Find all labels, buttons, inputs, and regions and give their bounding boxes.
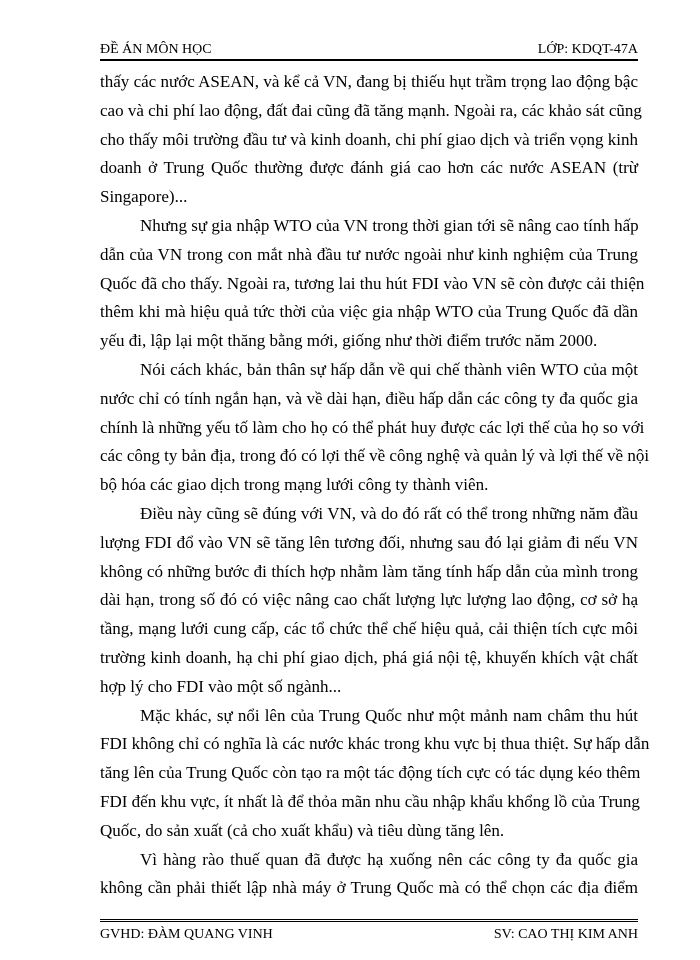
paragraph-line: nước chỉ có tính ngắn hạn, và về dài hạn, điều hấp dẫn các công ty đa quốc gia xyxy=(100,388,638,408)
paragraph-line: FDI không chỉ có nghĩa là các nước khác trong khu vực bị thua thiệt. Sự hấp dẫn xyxy=(100,734,650,754)
paragraph-line: Quốc đã cho thấy. Ngoài ra, tương lai thu hút FDI vào VN sẽ còn được cải thiện xyxy=(100,273,645,293)
paragraph-line: bộ hóa các giao dịch trong mạng lưới công ty thành viên. xyxy=(100,475,489,495)
footer-supervisor: GVHD: ĐÀM QUANG VINH xyxy=(100,927,273,942)
footer-student: SV: CAO THỊ KIM ANH xyxy=(493,927,638,942)
page-footer xyxy=(100,927,638,943)
paragraph-line: Nhưng sự gia nhập WTO của VN trong thời gian tới sẽ nâng cao tính hấp xyxy=(140,215,639,235)
paragraph-line: FDI đến khu vực, ít nhất là để thỏa mãn nhu cầu nhập khẩu khổng lồ của Trung xyxy=(100,791,640,811)
header-divider xyxy=(100,59,638,61)
paragraph-line: Quốc, do sản xuất (cả cho xuất khẩu) và tiêu dùng tăng lên. xyxy=(100,820,505,840)
paragraph-line: trường kinh doanh, hạ chi phí giao dịch, phá giá nội tệ, khuyến khích vật chất xyxy=(100,647,638,667)
paragraph-line: Nói cách khác, bản thân sự hấp dẫn về qui chế thành viên WTO của một xyxy=(140,359,638,379)
paragraph xyxy=(100,702,650,846)
paragraph-line: thấy các nước ASEAN, và kể cả VN, đang bị thiếu hụt trầm trọng lao động bậc xyxy=(100,72,638,91)
page-header xyxy=(100,38,638,58)
paragraph-line: dẫn của VN trong con mắt nhà đầu tư nước ngoài như kinh nghiệm của Trung xyxy=(100,244,638,264)
paragraph-line: hợp lý cho FDI vào một số ngành... xyxy=(100,676,342,696)
paragraph-line: các công ty bản địa, trong đó có lợi thế về công nghệ và quản lý và lợi thế về nội xyxy=(100,446,650,466)
paragraph-line: Singapore)... xyxy=(100,187,188,207)
paragraph-line: dài hạn, trong số đó có việc nâng cao chất lượng lực lượng lao động, cơ sở hạ xyxy=(100,590,638,610)
paragraph-line: không có những bước đi thích hợp nhằm làm tăng tính hấp dẫn của mình trong xyxy=(100,561,638,581)
paragraph-line: lượng FDI đổ vào VN sẽ tăng lên tương đối, nhưng sau đó lại giảm đi nếu VN xyxy=(100,532,638,552)
footer-divider xyxy=(100,919,638,922)
paragraph-line: cho thấy môi trường đầu tư và kinh doanh, chi phí giao dịch và triển vọng kinh xyxy=(100,129,638,149)
paragraph-line: cao và chi phí lao động, đất đai cũng đã tăng mạnh. Ngoài ra, các khảo sát cũng xyxy=(100,100,642,120)
paragraph-line: Mặc khác, sự nổi lên của Trung Quốc như một mảnh nam châm thu hút xyxy=(140,705,638,725)
paragraph-line: doanh ở Trung Quốc thường được đánh giá cao hơn các nước ASEAN (trừ xyxy=(100,158,638,178)
paragraph xyxy=(100,356,650,500)
paragraph-line: yếu đi, lập lại một thăng bằng mới, giống như thời điểm trước năm 2000. xyxy=(100,331,598,351)
paragraph-line: Điều này cũng sẽ đúng với VN, và do đó rất có thể trong những năm đầu xyxy=(140,503,638,523)
document-body xyxy=(100,68,650,903)
paragraph xyxy=(100,212,645,356)
paragraph-line: thêm khi mà hiệu quả tức thời của việc gia nhập WTO của Trung Quốc đã dần xyxy=(100,302,638,322)
paragraph xyxy=(100,68,642,212)
paragraph xyxy=(100,846,638,904)
paragraph-line: tầng, mạng lưới cung cấp, các tổ chức thể chế hiệu quả, cải thiện tích cực môi xyxy=(100,619,638,639)
paragraph-line: không cần phải thiết lập nhà máy ở Trung Quốc mà có thể chọn các địa điểm xyxy=(100,878,638,898)
header-class: LỚP: KDQT-47A xyxy=(537,42,638,57)
paragraph-line: chính là những yếu tố làm cho họ có thể phát huy được các lợi thế của họ so với xyxy=(100,417,645,437)
header-course-title: ĐỀ ÁN MÔN HỌC xyxy=(100,42,212,57)
paragraph-line: Vì hàng rào thuế quan đã được hạ xuống nên các công ty đa quốc gia xyxy=(140,849,638,869)
paragraph xyxy=(100,500,638,702)
paragraph-line: tăng lên của Trung Quốc còn tạo ra một tác động tích cực có tác dụng kéo thêm xyxy=(100,763,641,783)
